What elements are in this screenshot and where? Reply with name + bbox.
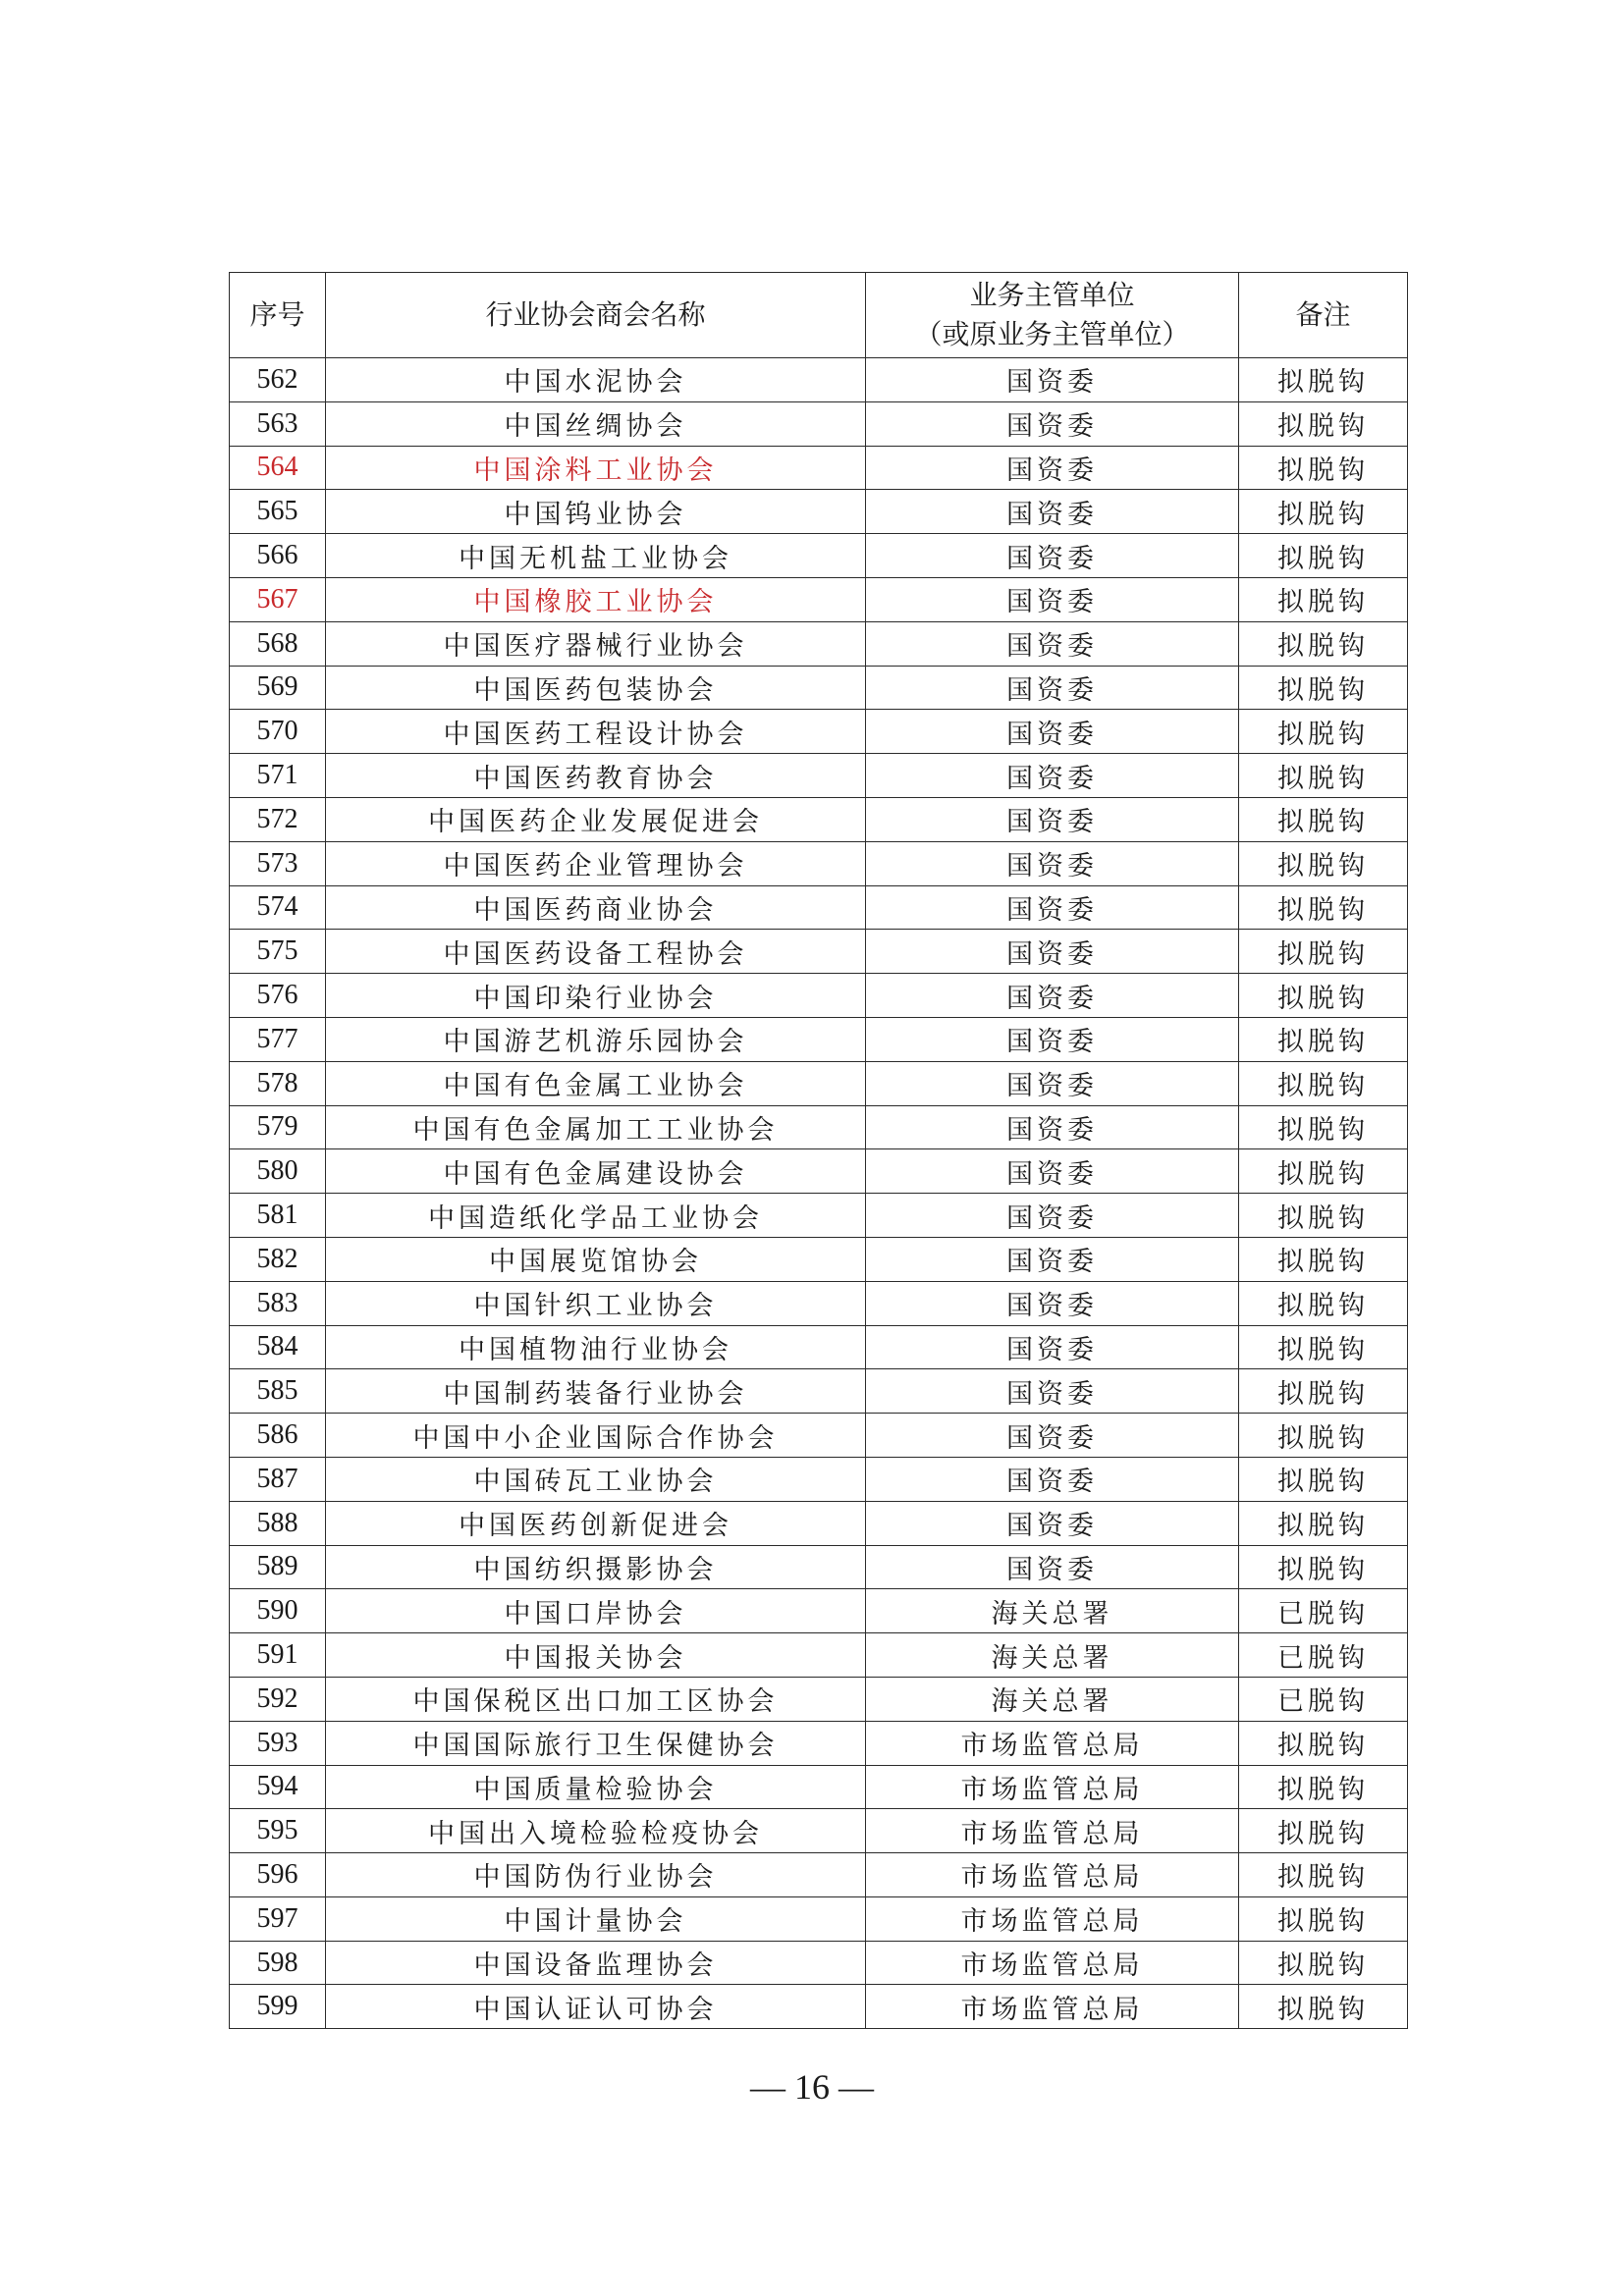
- table-row: [230, 666, 1408, 710]
- cell-association-name: 中国医药设备工程协会: [326, 930, 866, 974]
- page-number: — 16 —: [750, 2067, 874, 2107]
- table-row: [230, 1853, 1408, 1897]
- cell-serial-number: 575: [230, 930, 326, 974]
- cell-remarks: 已脱钩: [1239, 1677, 1408, 1721]
- cell-association-name: 中国钨业协会: [326, 490, 866, 534]
- table-row: [230, 1809, 1408, 1853]
- table-header: [230, 273, 1408, 358]
- cell-association-name: 中国有色金属加工工业协会: [326, 1105, 866, 1149]
- header-serial-number: 序号: [230, 273, 326, 358]
- cell-association-name: 中国制药装备行业协会: [326, 1369, 866, 1414]
- table-row: [230, 1589, 1408, 1633]
- cell-remarks: 拟脱钩: [1239, 534, 1408, 578]
- table-row: [230, 1633, 1408, 1678]
- cell-serial-number: 568: [230, 621, 326, 666]
- cell-supervising-unit: 国资委: [866, 1369, 1239, 1414]
- table-row: [230, 401, 1408, 446]
- table-row: [230, 1281, 1408, 1325]
- table-row: [230, 1325, 1408, 1369]
- cell-supervising-unit: 市场监管总局: [866, 1721, 1239, 1765]
- header-row: [230, 273, 1408, 358]
- cell-association-name: 中国水泥协会: [326, 358, 866, 402]
- cell-supervising-unit: 国资委: [866, 490, 1239, 534]
- cell-supervising-unit: 国资委: [866, 577, 1239, 621]
- cell-remarks: 拟脱钩: [1239, 797, 1408, 841]
- cell-serial-number: 585: [230, 1369, 326, 1414]
- cell-remarks: 拟脱钩: [1239, 1149, 1408, 1194]
- cell-serial-number: 582: [230, 1237, 326, 1281]
- cell-serial-number: 586: [230, 1414, 326, 1458]
- cell-remarks: 拟脱钩: [1239, 577, 1408, 621]
- header-remarks: 备注: [1239, 273, 1408, 358]
- cell-association-name: 中国医药商业协会: [326, 885, 866, 930]
- table-row: [230, 1545, 1408, 1589]
- cell-remarks: 拟脱钩: [1239, 1017, 1408, 1061]
- cell-remarks: 拟脱钩: [1239, 358, 1408, 402]
- cell-serial-number: 581: [230, 1194, 326, 1238]
- cell-supervising-unit: 国资委: [866, 710, 1239, 754]
- cell-remarks: 拟脱钩: [1239, 885, 1408, 930]
- cell-association-name: 中国无机盐工业协会: [326, 534, 866, 578]
- cell-supervising-unit: 市场监管总局: [866, 1985, 1239, 2029]
- cell-supervising-unit: 国资委: [866, 358, 1239, 402]
- cell-association-name: 中国医药工程设计协会: [326, 710, 866, 754]
- table-row: [230, 885, 1408, 930]
- cell-serial-number: 567: [230, 577, 326, 621]
- cell-supervising-unit: 市场监管总局: [866, 1853, 1239, 1897]
- table-row: [230, 754, 1408, 798]
- cell-supervising-unit: 国资委: [866, 1149, 1239, 1194]
- table-row: [230, 1237, 1408, 1281]
- table-row: [230, 1017, 1408, 1061]
- cell-remarks: 拟脱钩: [1239, 1545, 1408, 1589]
- table-row: [230, 1721, 1408, 1765]
- cell-remarks: 拟脱钩: [1239, 1765, 1408, 1809]
- cell-serial-number: 588: [230, 1501, 326, 1545]
- cell-supervising-unit: 国资委: [866, 1414, 1239, 1458]
- cell-supervising-unit: 国资委: [866, 754, 1239, 798]
- cell-remarks: 拟脱钩: [1239, 930, 1408, 974]
- header-supervising-unit: [866, 273, 1239, 358]
- cell-association-name: 中国有色金属工业协会: [326, 1061, 866, 1105]
- cell-supervising-unit: 海关总署: [866, 1677, 1239, 1721]
- cell-serial-number: 584: [230, 1325, 326, 1369]
- table-row: [230, 1149, 1408, 1194]
- cell-serial-number: 587: [230, 1457, 326, 1501]
- cell-supervising-unit: 国资委: [866, 1325, 1239, 1369]
- cell-serial-number: 578: [230, 1061, 326, 1105]
- table-row: [230, 1501, 1408, 1545]
- cell-remarks: 拟脱钩: [1239, 1721, 1408, 1765]
- cell-remarks: 拟脱钩: [1239, 1061, 1408, 1105]
- association-table: [229, 272, 1408, 2029]
- cell-remarks: 拟脱钩: [1239, 1457, 1408, 1501]
- cell-association-name: 中国口岸协会: [326, 1589, 866, 1633]
- cell-supervising-unit: 国资委: [866, 666, 1239, 710]
- cell-remarks: 拟脱钩: [1239, 1194, 1408, 1238]
- cell-serial-number: 570: [230, 710, 326, 754]
- cell-association-name: 中国国际旅行卫生保健协会: [326, 1721, 866, 1765]
- cell-remarks: 已脱钩: [1239, 1633, 1408, 1678]
- table-row: [230, 358, 1408, 402]
- cell-supervising-unit: 市场监管总局: [866, 1941, 1239, 1985]
- cell-association-name: 中国医疗器械行业协会: [326, 621, 866, 666]
- cell-serial-number: 563: [230, 401, 326, 446]
- header-association-name: 行业协会商会名称: [326, 273, 866, 358]
- cell-supervising-unit: 国资委: [866, 1105, 1239, 1149]
- cell-remarks: 拟脱钩: [1239, 1809, 1408, 1853]
- table-row: [230, 710, 1408, 754]
- table-row: [230, 490, 1408, 534]
- cell-supervising-unit: 海关总署: [866, 1589, 1239, 1633]
- cell-serial-number: 596: [230, 1853, 326, 1897]
- cell-supervising-unit: 国资委: [866, 401, 1239, 446]
- cell-remarks: 拟脱钩: [1239, 1501, 1408, 1545]
- cell-supervising-unit: 国资委: [866, 1457, 1239, 1501]
- cell-serial-number: 572: [230, 797, 326, 841]
- cell-serial-number: 580: [230, 1149, 326, 1194]
- cell-association-name: 中国丝绸协会: [326, 401, 866, 446]
- cell-serial-number: 598: [230, 1941, 326, 1985]
- table-row: [230, 1896, 1408, 1941]
- cell-association-name: 中国医药包装协会: [326, 666, 866, 710]
- table-row: [230, 974, 1408, 1018]
- header-supervising-unit-line2: （或原业务主管单位）: [914, 318, 1190, 350]
- cell-supervising-unit: 国资委: [866, 841, 1239, 885]
- cell-remarks: 拟脱钩: [1239, 490, 1408, 534]
- cell-remarks: 拟脱钩: [1239, 1941, 1408, 1985]
- cell-supervising-unit: 国资委: [866, 621, 1239, 666]
- table-row: [230, 1765, 1408, 1809]
- cell-serial-number: 599: [230, 1985, 326, 2029]
- cell-remarks: 拟脱钩: [1239, 621, 1408, 666]
- cell-serial-number: 569: [230, 666, 326, 710]
- cell-supervising-unit: 国资委: [866, 446, 1239, 490]
- cell-supervising-unit: 国资委: [866, 1545, 1239, 1589]
- cell-supervising-unit: 国资委: [866, 1017, 1239, 1061]
- table-row: [230, 1369, 1408, 1414]
- table-row: [230, 797, 1408, 841]
- cell-remarks: 拟脱钩: [1239, 1325, 1408, 1369]
- cell-remarks: 拟脱钩: [1239, 1369, 1408, 1414]
- cell-serial-number: 595: [230, 1809, 326, 1853]
- cell-supervising-unit: 国资委: [866, 974, 1239, 1018]
- cell-association-name: 中国涂料工业协会: [326, 446, 866, 490]
- cell-remarks: 拟脱钩: [1239, 1414, 1408, 1458]
- cell-supervising-unit: 国资委: [866, 1501, 1239, 1545]
- cell-association-name: 中国设备监理协会: [326, 1941, 866, 1985]
- cell-association-name: 中国报关协会: [326, 1633, 866, 1678]
- cell-association-name: 中国砖瓦工业协会: [326, 1457, 866, 1501]
- cell-remarks: 拟脱钩: [1239, 1281, 1408, 1325]
- cell-association-name: 中国针织工业协会: [326, 1281, 866, 1325]
- cell-association-name: 中国纺织摄影协会: [326, 1545, 866, 1589]
- cell-supervising-unit: 国资委: [866, 1237, 1239, 1281]
- cell-remarks: 拟脱钩: [1239, 1896, 1408, 1941]
- table-body: [230, 358, 1408, 2029]
- table-row: [230, 621, 1408, 666]
- cell-serial-number: 565: [230, 490, 326, 534]
- cell-remarks: 拟脱钩: [1239, 1853, 1408, 1897]
- cell-serial-number: 583: [230, 1281, 326, 1325]
- cell-supervising-unit: 国资委: [866, 797, 1239, 841]
- cell-remarks: 拟脱钩: [1239, 1985, 1408, 2029]
- cell-association-name: 中国防伪行业协会: [326, 1853, 866, 1897]
- table-row: [230, 841, 1408, 885]
- cell-remarks: 拟脱钩: [1239, 1237, 1408, 1281]
- cell-association-name: 中国中小企业国际合作协会: [326, 1414, 866, 1458]
- cell-association-name: 中国医药企业管理协会: [326, 841, 866, 885]
- cell-supervising-unit: 市场监管总局: [866, 1809, 1239, 1853]
- table-row: [230, 1457, 1408, 1501]
- table-row: [230, 446, 1408, 490]
- cell-serial-number: 577: [230, 1017, 326, 1061]
- cell-supervising-unit: 国资委: [866, 930, 1239, 974]
- cell-association-name: 中国有色金属建设协会: [326, 1149, 866, 1194]
- table-row: [230, 1061, 1408, 1105]
- cell-serial-number: 589: [230, 1545, 326, 1589]
- cell-serial-number: 576: [230, 974, 326, 1018]
- cell-remarks: 拟脱钩: [1239, 446, 1408, 490]
- cell-association-name: 中国医药企业发展促进会: [326, 797, 866, 841]
- cell-remarks: 拟脱钩: [1239, 401, 1408, 446]
- cell-association-name: 中国认证认可协会: [326, 1985, 866, 2029]
- cell-serial-number: 590: [230, 1589, 326, 1633]
- table-row: [230, 1985, 1408, 2029]
- cell-serial-number: 593: [230, 1721, 326, 1765]
- cell-association-name: 中国医药教育协会: [326, 754, 866, 798]
- cell-association-name: 中国出入境检验检疫协会: [326, 1809, 866, 1853]
- header-supervising-unit-line1: 业务主管单位: [969, 279, 1135, 311]
- table-row: [230, 577, 1408, 621]
- cell-association-name: 中国造纸化学品工业协会: [326, 1194, 866, 1238]
- table-row: [230, 930, 1408, 974]
- cell-remarks: 拟脱钩: [1239, 841, 1408, 885]
- cell-supervising-unit: 国资委: [866, 1061, 1239, 1105]
- cell-serial-number: 594: [230, 1765, 326, 1809]
- cell-serial-number: 564: [230, 446, 326, 490]
- cell-remarks: 拟脱钩: [1239, 666, 1408, 710]
- cell-serial-number: 597: [230, 1896, 326, 1941]
- table-row: [230, 1105, 1408, 1149]
- cell-serial-number: 591: [230, 1633, 326, 1678]
- cell-serial-number: 562: [230, 358, 326, 402]
- cell-association-name: 中国保税区出口加工区协会: [326, 1677, 866, 1721]
- cell-serial-number: 574: [230, 885, 326, 930]
- cell-serial-number: 571: [230, 754, 326, 798]
- cell-remarks: 已脱钩: [1239, 1589, 1408, 1633]
- table-row: [230, 1194, 1408, 1238]
- association-table-container: [229, 272, 1407, 2029]
- cell-association-name: 中国橡胶工业协会: [326, 577, 866, 621]
- cell-remarks: 拟脱钩: [1239, 974, 1408, 1018]
- cell-association-name: 中国质量检验协会: [326, 1765, 866, 1809]
- cell-serial-number: 566: [230, 534, 326, 578]
- cell-remarks: 拟脱钩: [1239, 710, 1408, 754]
- cell-association-name: 中国印染行业协会: [326, 974, 866, 1018]
- cell-supervising-unit: 市场监管总局: [866, 1896, 1239, 1941]
- cell-supervising-unit: 国资委: [866, 885, 1239, 930]
- cell-association-name: 中国展览馆协会: [326, 1237, 866, 1281]
- cell-supervising-unit: 海关总署: [866, 1633, 1239, 1678]
- cell-supervising-unit: 国资委: [866, 534, 1239, 578]
- cell-association-name: 中国计量协会: [326, 1896, 866, 1941]
- cell-remarks: 拟脱钩: [1239, 754, 1408, 798]
- cell-association-name: 中国游艺机游乐园协会: [326, 1017, 866, 1061]
- cell-remarks: 拟脱钩: [1239, 1105, 1408, 1149]
- cell-supervising-unit: 国资委: [866, 1194, 1239, 1238]
- cell-association-name: 中国植物油行业协会: [326, 1325, 866, 1369]
- cell-association-name: 中国医药创新促进会: [326, 1501, 866, 1545]
- cell-serial-number: 592: [230, 1677, 326, 1721]
- table-row: [230, 534, 1408, 578]
- cell-serial-number: 573: [230, 841, 326, 885]
- cell-supervising-unit: 市场监管总局: [866, 1765, 1239, 1809]
- table-row: [230, 1677, 1408, 1721]
- cell-supervising-unit: 国资委: [866, 1281, 1239, 1325]
- table-row: [230, 1941, 1408, 1985]
- table-row: [230, 1414, 1408, 1458]
- cell-serial-number: 579: [230, 1105, 326, 1149]
